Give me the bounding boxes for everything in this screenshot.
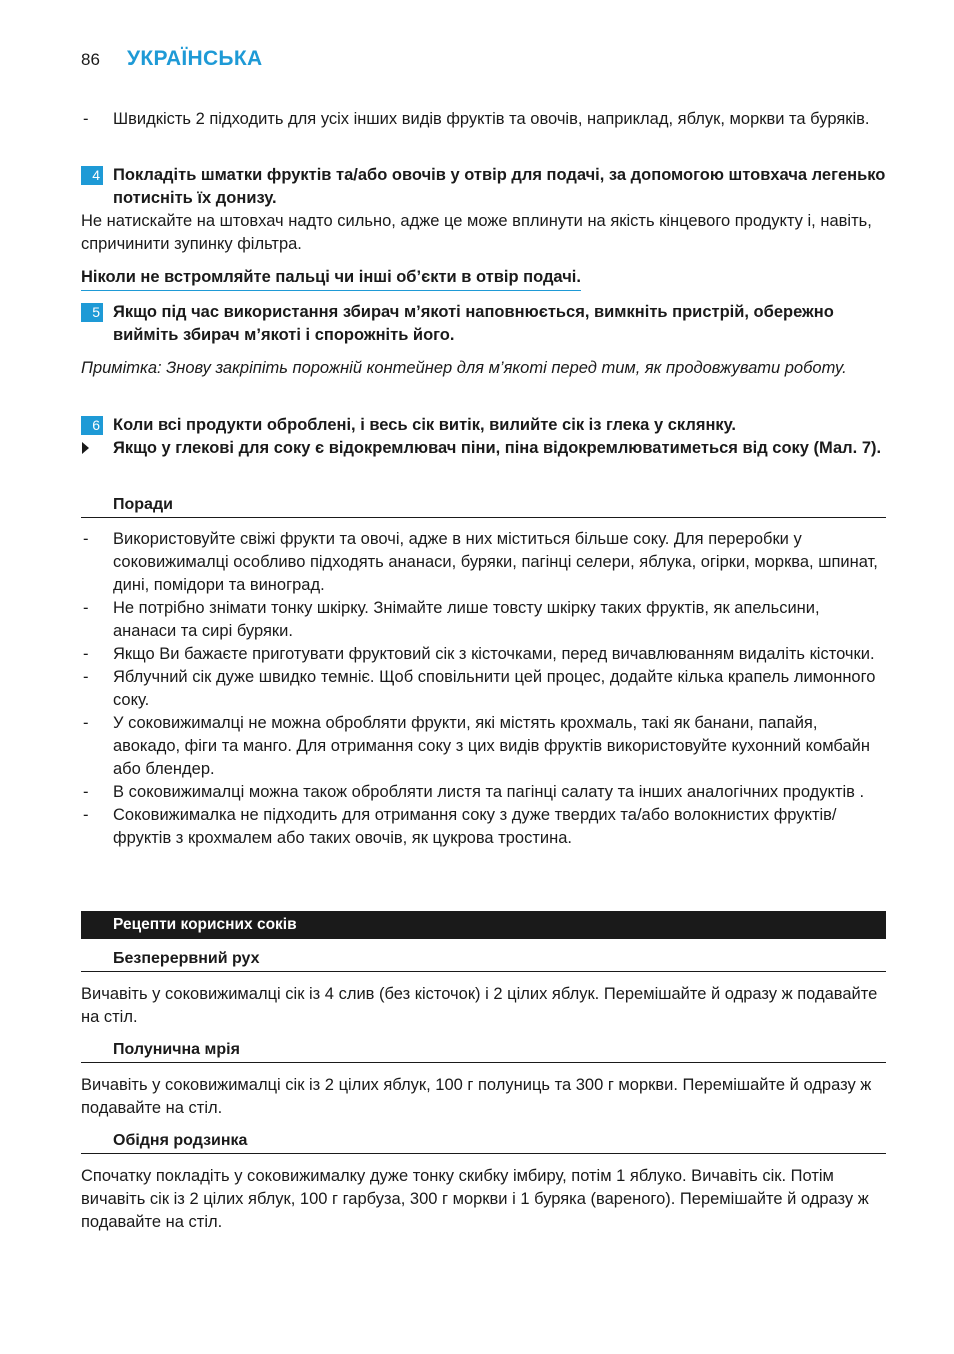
recipe-1-title: Безперервний рух [81,948,886,972]
list-item: - Використовуйте свіжі фрукти та овочі, адже в них міститься більше соку. Для переробки у соковижималці особливо підходять ананаси, буряки, пагінці селери, яблука, огірки, морква, шпинат, дині, помідори та виноград. [83,530,878,594]
step-4 [81,164,886,210]
list-item: - Яблучний сік дуже швидко темніє. Щоб сповільнити цей процес, додайте кілька крапель лимонного соку. [83,668,876,709]
step-text: Покладіть шматки фруктів та/або овочів у отвір для подачі, за допомогою штовхача легенько потисніть їх донизу. [113,166,886,207]
tips-list [81,528,886,850]
dash-marker: - [83,806,89,824]
dash-marker: - [83,783,89,801]
step-6 [81,414,886,460]
recipe-3-title: Обідня родзинка [81,1130,886,1154]
step-number-badge: 6 [81,416,103,435]
step-4-note: Не натискайте на штовхач надто сильно, адже це може вплинути на якість кінцевого продукту і, навіть, спричинити зупинку фільтра. [81,212,872,253]
dash-marker: - [83,530,89,548]
warning-text: Ніколи не встромляйте пальці чи інші об’єкти в отвір подачі. [81,266,581,291]
step-number-badge: 4 [81,166,103,185]
step-text: Якщо під час використання збирач м’якоті наповнюється, вимкніть пристрій, обережно вийміть збирач м’якоті і спорожніть його. [113,303,834,344]
recipe-2-title: Полунична мрія [81,1039,886,1063]
list-item: - Якщо Ви бажаєте приготувати фруктовий сік з кісточками, перед вичавлюванням видаліть кісточки. [81,643,886,666]
list-item: - Швидкість 2 підходить для усіх інших видів фруктів та овочів, наприклад, яблук, моркви та буряків. [81,108,886,131]
dash-marker: - [83,110,89,128]
triangle-bullet-icon [82,442,89,454]
recipes-section-title: Рецепти корисних соків [81,911,886,939]
warning [81,266,886,291]
recipe-1-text: Вичавіть у соковижималці сік із 4 слив (без кісточок) і 2 цілих яблук. Перемішайте й одразу ж подавайте на стіл. [81,985,878,1026]
note-text: Примітка: Знову закріпіть порожній контейнер для м’якоті перед тим, як продовжувати роботу. [81,359,847,377]
tips-heading: Поради [81,494,886,518]
note [81,357,886,380]
language-title: УКРАЇНСЬКА [127,47,263,70]
list-item: - В соковижималці можна також обробляти листя та пагінці салату та інших аналогічних продуктів . [81,781,886,804]
dash-marker: - [83,645,89,663]
intro-list [81,108,886,131]
step-text: Коли всі продукти оброблені, і весь сік витік, вилийте сік із глека у склянку. [113,416,736,434]
list-item: - Соковижималка не підходить для отримання соку з дуже твердих та/або волокнистих фруктів/фруктів з крохмалем або таких овочів, як цукрова тростина. [83,806,837,847]
step-number-badge: 5 [81,303,103,322]
recipe-2-text: Вичавіть у соковижималці сік із 2 цілих яблук, 100 г полуниць та 300 г моркви. Перемішайте й одразу ж подавайте на стіл. [81,1076,872,1117]
recipe-3-text: Спочатку покладіть у соковижималку дуже тонку скибку імбиру, потім 1 яблуко. Вичавіть сік. Потім вичавіть сік із 2 цілих яблук, 100 г гарбуза, 300 г моркви і 1 буряка (вареного). Перемішайте й одразу ж подавайте на стіл. [81,1167,869,1231]
list-item: - Не потрібно знімати тонку шкірку. Знімайте лише товсту шкірку таких фруктів, як апельсини, ананаси та сирі буряки. [83,599,820,640]
list-item: - У соковижималці не можна обробляти фрукти, які містять крохмаль, такі як банани, папайя, авокадо, фіги та манго. Для отримання соку з цих видів фруктів використовуйте кухонний комбайн або блендер. [83,714,870,778]
bullet-item: Якщо у глекові для соку є відокремлювач піни, піна відокремлюватиметься від соку (Мал. 7). [81,437,886,460]
page-number: 86 [81,50,100,69]
step-5 [81,301,886,347]
dash-marker: - [83,599,89,617]
dash-marker: - [83,668,89,686]
page-header [81,47,262,75]
dash-marker: - [83,714,89,732]
